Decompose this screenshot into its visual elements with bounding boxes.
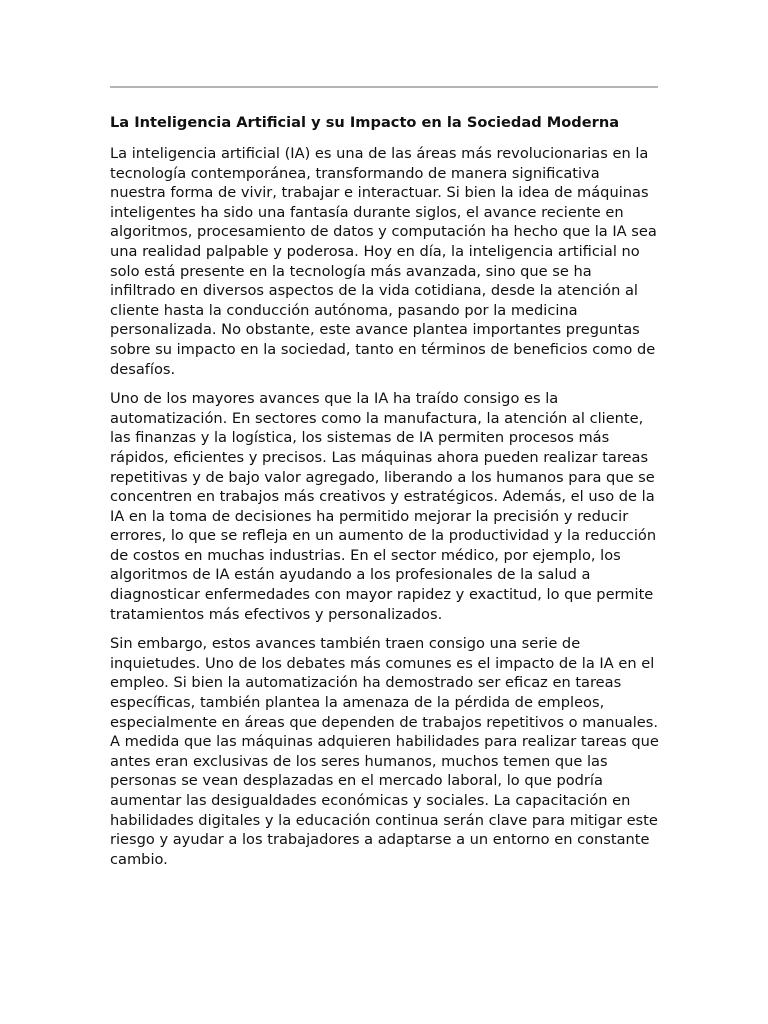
header-divider [110,86,658,88]
paragraph-intro: La inteligencia artificial (IA) es una de las áreas más revolucionarias en la tecnología contemporánea, transformando de manera significativa nuestra forma de vivir, trabajar e interactuar. Si bien la idea de máquinas inteligentes ha sido una fantasía durante siglos, el avance reciente en algoritmos, procesamiento de datos y computación ha hecho que la IA sea una realidad palpable y poderosa. Hoy en día, la inteligencia artificial no solo está presente en la tecnología más avanzada, sino que se ha infiltrado en diversos aspectos de la vida cotidiana, desde la atención al cliente hasta la conducción autónoma, pasando por la medicina personalizada. No obstante, este avance plantea importantes preguntas sobre su impacto en la sociedad, tanto en términos de beneficios como de desafíos. [110,145,657,378]
paragraph-concerns: Sin embargo, estos avances también traen consigo una serie de inquietudes. Uno de los debates más comunes es el impacto de la IA en el empleo. Si bien la automatización ha demostrado ser eficaz en tareas específicas, también plantea la amenaza de la pérdida de empleos, especialmente en áreas que dependen de trabajos repetitivos o manuales. A medida que las máquinas adquieren habilidades para realizar tareas que antes eran exclusivas de los seres humanos, muchos temen que las personas se vean desplazadas en el mercado laboral, lo que podría aumentar las desigualdades económicas y sociales. La capacitación en habilidades digitales y la educación continua serán clave para mitigar este riesgo y ayudar a los trabajadores a adaptarse a un entorno en constante cambio. [110,635,659,868]
document-title: La Inteligencia Artificial y su Impacto en la Sociedad Moderna [110,114,620,131]
document-body [110,113,660,879]
paragraph-automation: Uno de los mayores avances que la IA ha traído consigo es la automatización. En sectores como la manufactura, la atención al cliente, las finanzas y la logística, los sistemas de IA permiten procesos más rápidos, eficientes y precisos. Las máquinas ahora pueden realizar tareas repetitivas y de bajo valor agregado, liberando a los humanos para que se concentren en trabajos más creativos y estratégicos. Además, el uso de la IA en la toma de decisiones ha permitido mejorar la precisión y reducir errores, lo que se refleja en un aumento de la productividad y la reducción de costos en muchas industrias. En el sector médico, por ejemplo, los algoritmos de IA están ayudando a los profesionales de la salud a diagnosticar enfermedades con mayor rapidez y exactitud, lo que permite tratamientos más efectivos y personalizados. [110,390,657,623]
